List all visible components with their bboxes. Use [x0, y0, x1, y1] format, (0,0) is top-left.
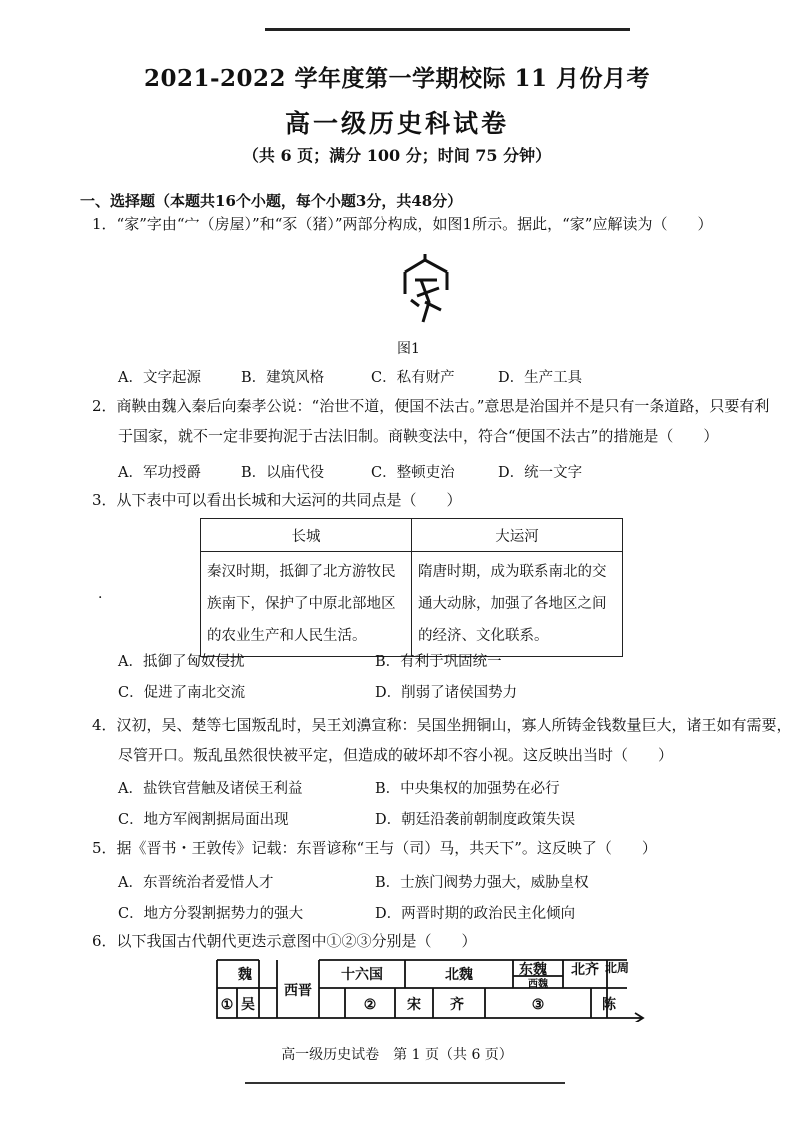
timeline-xijin: 西晋	[284, 983, 312, 999]
timeline-qi: 齐	[450, 997, 464, 1013]
q3-option-b: B．有利于巩固统一	[375, 654, 502, 670]
scan-artifact-line-bottom	[245, 1082, 565, 1084]
table-header-grand-canal: 大运河	[412, 519, 623, 552]
q1-option-d: D．生产工具	[498, 370, 583, 386]
question-2-line1: 2．商鞅由魏入秦后向秦孝公说：“治世不道，便国不法古。”意思是治国并不是只有一条道路，只要有利	[92, 397, 770, 415]
question-2-line2: 于国家，就不一定非要拘泥于古法旧制。商鞅变法中，符合“便国不法古”的措施是（ ）	[118, 427, 719, 445]
timeline-wu: 吴	[241, 997, 255, 1013]
q3-option-a: A．抵御了匈奴侵扰	[118, 654, 245, 670]
q2-option-d: D．统一文字	[498, 465, 583, 481]
page-footer: 高一级历史试卷 第 1 页（共 6 页）	[281, 1047, 513, 1063]
question-6-stem: 6．以下我国古代朝代更迭示意图中①②③分别是（ ）	[92, 932, 477, 950]
q1-option-a: A．文字起源	[118, 370, 201, 386]
scan-artifact-line	[265, 28, 630, 31]
q5-option-b: B．士族门阀势力强大，威胁皇权	[375, 875, 589, 891]
q1-option-c: C．私有财产	[371, 370, 455, 386]
exam-title: 2021-2022 学年度第一学期校际 11 月份月考	[143, 65, 651, 92]
q2-option-b: B．以庙代役	[241, 465, 325, 481]
timeline-beizhou: 北周	[604, 961, 630, 975]
q3-option-d: D．削弱了诸侯国势力	[375, 685, 518, 701]
table-cell-grand-canal: 隋唐时期，成为联系南北的交通大动脉，加强了各地区之间的经济、文化联系。	[412, 552, 623, 657]
timeline-sixteen-kingdoms: 十六国	[341, 967, 383, 983]
exam-subject-title: 高一级历史科试卷	[284, 109, 509, 138]
q3-option-c: C．促进了南北交流	[118, 685, 246, 701]
timeline-blank-3: ③	[531, 997, 545, 1013]
comparison-table	[200, 518, 623, 657]
table-row	[201, 552, 623, 657]
question-5-stem: 5．据《晋书・王敦传》记载：东晋谚称“王与（司）马，共天下”。这反映了（ ）	[92, 839, 657, 857]
q2-option-c: C．整顿吏治	[371, 465, 455, 481]
question-1-stem: 1．“家”字由“宀（房屋）”和“豕（猪）”两部分构成，如图1所示。据此，“家”应解读为（ ）	[92, 215, 713, 233]
timeline-blank-1: ①	[220, 997, 234, 1013]
q2-option-a: A．军功授爵	[118, 465, 201, 481]
exam-info: （共 6 页；满分 100 分；时间 75 分钟）	[242, 146, 552, 165]
q5-option-c: C．地方分裂割据势力的强大	[118, 906, 304, 922]
timeline-dongwei: 东魏	[519, 962, 547, 978]
jia-character-figure	[395, 250, 455, 330]
q4-option-c: C．地方军阀割据局面出现	[118, 812, 289, 828]
timeline-beiqi: 北齐	[571, 962, 599, 978]
timeline-wei: 魏	[238, 967, 252, 983]
table-header-great-wall: 长城	[201, 519, 412, 552]
question-4-line2: 尽管开口。叛乱虽然很快被平定，但造成的破坏却不容小视。这反映出当时（ ）	[118, 746, 674, 764]
timeline-chen: 陈	[602, 997, 616, 1013]
timeline-song: 宋	[407, 997, 421, 1013]
q4-option-a: A．盐铁官营触及诸侯王利益	[118, 781, 303, 797]
section-heading: 一、选择题（本题共16个小题，每个小题3分，共48分）	[80, 192, 463, 210]
figure-caption: 图1	[397, 341, 420, 357]
q4-option-b: B．中央集权的加强势在必行	[375, 781, 560, 797]
timeline-blank-2: ②	[363, 997, 377, 1013]
q5-option-a: A．东晋统治者爱惜人才	[118, 875, 274, 891]
table-cell-great-wall: 秦汉时期，抵御了北方游牧民族南下，保护了中原北部地区的农业生产和人民生活。	[201, 552, 412, 657]
dynasty-timeline-diagram	[215, 958, 645, 1022]
question-4-line1: 4．汉初，吴、楚等七国叛乱时，吴王刘濞宣称：吴国坐拥铜山，寡人所铸金钱数量巨大，诸王如有需要，	[92, 716, 792, 734]
stray-mark: ·	[98, 590, 103, 606]
q4-option-d: D．朝廷沿袭前朝制度政策失误	[375, 812, 576, 828]
q5-option-d: D．两晋时期的政治民主化倾向	[375, 906, 576, 922]
timeline-xiwei: 西魏	[528, 979, 548, 990]
q1-option-b: B．建筑风格	[241, 370, 325, 386]
table-header-row	[201, 519, 623, 552]
timeline-beiwei: 北魏	[445, 967, 473, 983]
question-3-stem: 3．从下表中可以看出长城和大运河的共同点是（ ）	[92, 491, 462, 509]
